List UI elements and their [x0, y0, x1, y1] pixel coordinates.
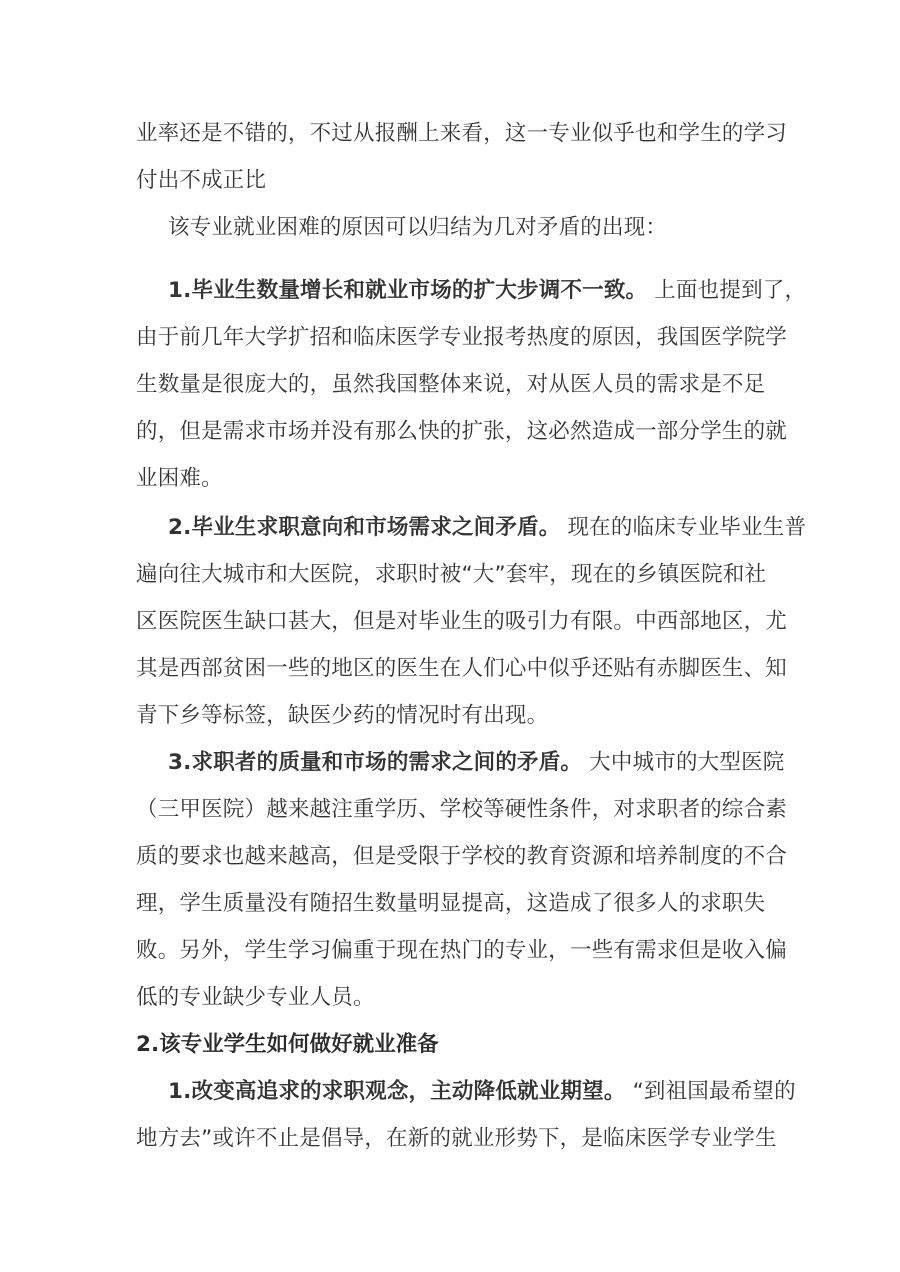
reason-3-line-6: 低的专业缺少专业人员。 [136, 985, 375, 1010]
prep-1-line-2: 地方去”或许不止是倡导，在新的就业形势下，是临床医学专业学生 [136, 1126, 777, 1151]
reason-1-line-2: 由于前几年大学扩招和临床医学专业报考热度的原因，我国医学院学 [136, 325, 788, 350]
reason-1-title: 1.毕业生数量增长和就业市场的扩大步调不一致。 [168, 278, 648, 303]
reason-1-line-5: 业困难。 [136, 466, 223, 491]
reason-2-text-start: 现在的临床专业毕业生普 [560, 515, 807, 540]
reason-2-line-4: 其是西部贫困一些的地区的医生在人们心中似乎还贴有赤脚医生、知 [136, 656, 788, 681]
reason-3-title: 3.求职者的质量和市场的需求之间的矛盾。 [168, 750, 583, 775]
reason-3-line-2: （三甲医院）越来越注重学历、学校等硬性条件，对求职者的综合素 [136, 797, 788, 822]
prep-1-title: 1.改变高追求的求职观念，主动降低就业期望。 [168, 1079, 626, 1104]
reason-3-line-4: 理，学生质量没有随招生数量明显提高，这造成了很多人的求职失 [136, 891, 766, 916]
reason-2-line-1 [168, 513, 806, 543]
prep-1-line-1 [168, 1077, 796, 1107]
paragraph-continuation-line-2: 付出不成正比 [136, 168, 267, 193]
reason-2-line-2: 遍向往大城市和大医院，求职时被“大”套牢，现在的乡镇医院和社 [136, 562, 767, 587]
prep-1-text-start: “到祖国最希望的 [625, 1079, 796, 1104]
paragraph-continuation-line-1: 业率还是不错的，不过从报酬上来看，这一专业似乎也和学生的学习 [136, 121, 788, 146]
reason-2-title: 2.毕业生求职意向和市场需求之间矛盾。 [168, 515, 561, 540]
reason-1-line-4: 的，但是需求市场并没有那么快的扩张，这必然造成一部分学生的就 [136, 419, 788, 444]
reasons-intro: 该专业就业困难的原因可以归结为几对矛盾的出现： [168, 215, 668, 240]
reason-3-line-5: 败。另外，学生学习偏重于现在热门的专业，一些有需求但是收入偏 [136, 938, 788, 963]
reason-3-line-1 [168, 748, 784, 778]
reason-3-text-start: 大中城市的大型医院 [582, 750, 785, 775]
reason-2-line-3: 区医院医生缺口甚大，但是对毕业生的吸引力有限。中西部地区，尤 [136, 609, 788, 634]
reason-1-line-1 [168, 276, 806, 306]
reason-3-line-3: 质的要求也越来越高，但是受限于学校的教育资源和培养制度的不合 [136, 844, 788, 869]
section-heading: 2.该专业学生如何做好就业准备 [136, 1032, 439, 1057]
reason-1-text-start: 上面也提到了， [647, 278, 807, 303]
reason-2-line-5: 青下乡等标签，缺医少药的情况时有出现。 [136, 703, 549, 728]
reason-1-line-3: 生数量是很庞大的，虽然我国整体来说，对从医人员的需求是不足 [136, 372, 766, 397]
